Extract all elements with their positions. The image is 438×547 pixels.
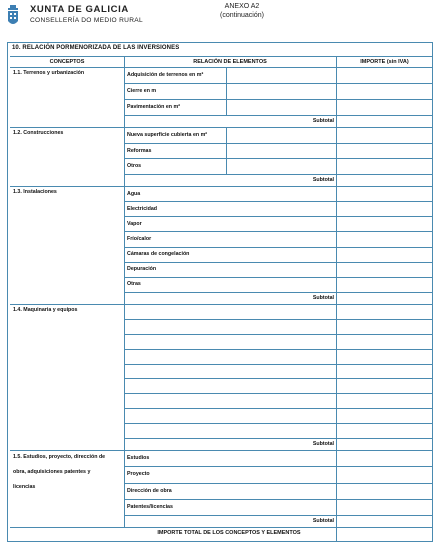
group-label-3: 1.3. Instalaciones (13, 189, 57, 195)
row-line (124, 216, 433, 217)
divider-importe (336, 56, 337, 542)
item-label-2-2: Reformas (127, 148, 152, 154)
item-label-1-3: Pavimentación en m² (127, 104, 180, 110)
total-label: IMPORTE TOTAL DE LOS CONCEPTOS Y ELEMENTOS (157, 530, 301, 536)
group-label-4: 1.4. Maquinaria y equipos (13, 307, 78, 313)
row-line (124, 277, 433, 278)
subtotal-line (124, 115, 433, 116)
row-line (124, 158, 433, 159)
subtotal-label-1: Subtotal (312, 118, 334, 124)
column-header-relacion: RELACIÓN DE ELEMENTOS (193, 59, 267, 65)
column-header-conceptos: CONCEPTOS (49, 59, 85, 65)
group-label-5-line-2: obra, adquisiciones patentes y (13, 469, 91, 475)
item-label-3-3: Vapor (127, 221, 142, 227)
row-line (124, 319, 433, 320)
row-line (124, 334, 433, 335)
row-line (124, 499, 433, 500)
subtotal-label-4: Subtotal (312, 441, 334, 447)
brand-name: XUNTA DE GALICIA (30, 4, 129, 15)
group-bottom-line (10, 527, 433, 528)
group-bottom-line (10, 186, 433, 187)
row-line (124, 466, 433, 467)
row-line (124, 378, 433, 379)
row-line (124, 143, 433, 144)
group-label-5-line-3: licencias (13, 484, 36, 490)
group-bottom-line (10, 450, 433, 451)
header-bottom-line (10, 67, 433, 68)
item-label-5-3: Dirección de obra (127, 488, 172, 494)
xunta-shield-icon (7, 5, 19, 28)
row-line (124, 364, 433, 365)
page-header (0, 0, 438, 38)
row-line (124, 231, 433, 232)
item-label-3-2: Electricidad (127, 206, 158, 212)
row-line (124, 83, 433, 84)
subtotal-label-5: Subtotal (312, 518, 334, 524)
group-bottom-line (10, 304, 433, 305)
section-title: 10. RELACIÓN PORMENORIZADA DE LAS INVERSIONES (12, 45, 180, 51)
row-line (124, 423, 433, 424)
row-line (124, 408, 433, 409)
row-line (124, 201, 433, 202)
item-label-1-2: Cierre en m (127, 88, 157, 94)
item-label-5-4: Patentes/licencias (127, 504, 173, 510)
subtotal-line (124, 515, 433, 516)
subtotal-line (124, 292, 433, 293)
subtotal-line (124, 438, 433, 439)
item-label-3-6: Depuración (127, 266, 157, 272)
item-label-2-1: Nueva superficie cubierta en m² (127, 132, 208, 138)
group-label-2: 1.2. Construcciones (13, 130, 64, 136)
row-line (124, 349, 433, 350)
group-label-5-line-1: 1.5. Estudios, proyecto, dirección de (13, 454, 106, 460)
header-top-line (10, 56, 433, 57)
item-label-3-4: Frío/calor (127, 236, 152, 242)
subtotal-label-2: Subtotal (312, 177, 334, 183)
value-split-line (226, 67, 227, 115)
item-label-3-5: Cámaras de congelación (127, 251, 190, 257)
subtotal-label-3: Subtotal (312, 295, 334, 301)
row-line (124, 262, 433, 263)
subtotal-line (124, 174, 433, 175)
annex-heading (192, 3, 292, 20)
annex-title: ANEXO A2 (224, 3, 260, 10)
row-line (124, 393, 433, 394)
row-line (124, 99, 433, 100)
row-line (124, 247, 433, 248)
item-label-1-1: Adquisición de terrenos en m² (127, 72, 204, 78)
item-label-3-7: Otras (127, 281, 141, 287)
item-label-5-2: Proyecto (127, 471, 150, 477)
brand-subtitle: CONSELLERÍA DO MEDIO RURAL (30, 17, 143, 24)
item-label-5-1: Estudios (127, 455, 150, 461)
group-label-1: 1.1. Terrenos y urbanización (13, 70, 85, 76)
column-header-importe: IMPORTE (sin IVA) (360, 59, 409, 65)
row-line (124, 483, 433, 484)
group-bottom-line (10, 127, 433, 128)
item-label-2-3: Otros (127, 163, 142, 169)
annex-subtitle: (continuación) (220, 11, 264, 19)
value-split-line (226, 127, 227, 174)
item-label-3-1: Agua (127, 191, 141, 197)
